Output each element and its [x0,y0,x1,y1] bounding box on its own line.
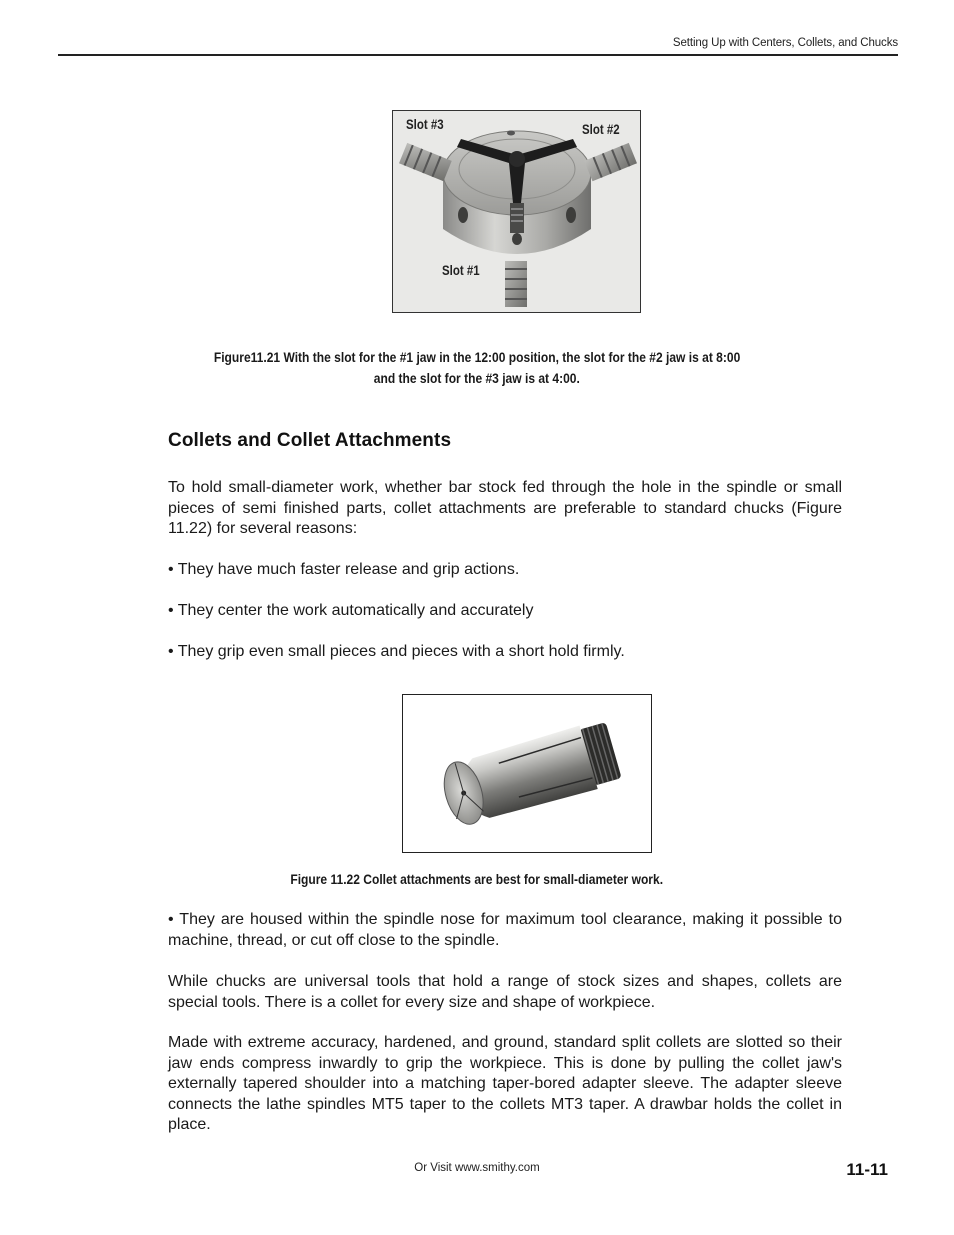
slot-2-label: Slot #2 [582,121,620,137]
collet-illustration [403,695,652,853]
section-heading: Collets and Collet Attachments [168,430,452,451]
collet-photo-figure [402,694,652,853]
caption-line-1: Figure11.21 With the slot for the #1 jaw in the 12:00 position, the slot for the #2 jaw is at 8:00 [213,349,741,365]
bullet-item: • They center the work automatically and accurately [168,602,534,619]
intro-paragraph: To hold small-diameter work, whether bar stock fed through the hole in the spindle or small pieces of semi finished parts, collet attachments are preferable to standard chucks (Figure 11.22) for several reasons: [168,479,842,537]
slot-1-label: Slot #1 [442,262,480,278]
chuck-illustration [393,111,641,313]
footer-link-text: Or Visit www.smithy.com [414,1162,540,1174]
page-number: 11-11 [846,1160,888,1179]
figure-11-22-caption [160,869,794,890]
chuck-photo-figure [392,110,641,313]
header-rule [58,54,898,56]
caption-line: Figure 11.22 Collet attachments are best for small-diameter work. [290,871,664,887]
body-paragraph: While chucks are universal tools that hold a range of stock sizes and shapes, collets are special tools. There is a collet for every size and shape of workpiece. [168,973,842,1011]
bullet-item: • They have much faster release and grip actions. [168,561,520,578]
figure-11-21-caption [160,347,794,389]
bullet-item: • They are housed within the spindle nose for maximum tool clearance, making it possible to machine, thread, or cut off close to the spindle. [168,911,842,949]
slot-3-label: Slot #3 [406,116,444,132]
running-header: Setting Up with Centers, Collets, and Chucks [672,37,898,49]
caption-line-2: and the slot for the #3 jaw is at 4:00. [373,370,581,386]
bullet-item: • They grip even small pieces and pieces with a short hold firmly. [168,643,625,660]
body-paragraph: Made with extreme accuracy, hardened, and ground, standard split collets are slotted so their jaw ends compress inwardly to grip the workpiece. This is done by pulling the collet jaw's externally tapered shoulder into a matching taper-bored adapter sleeve. The adapter sleeve connects the lathe spindles MT5 taper to the collets MT3 taper. A drawbar holds the collet in place. [168,1034,842,1133]
